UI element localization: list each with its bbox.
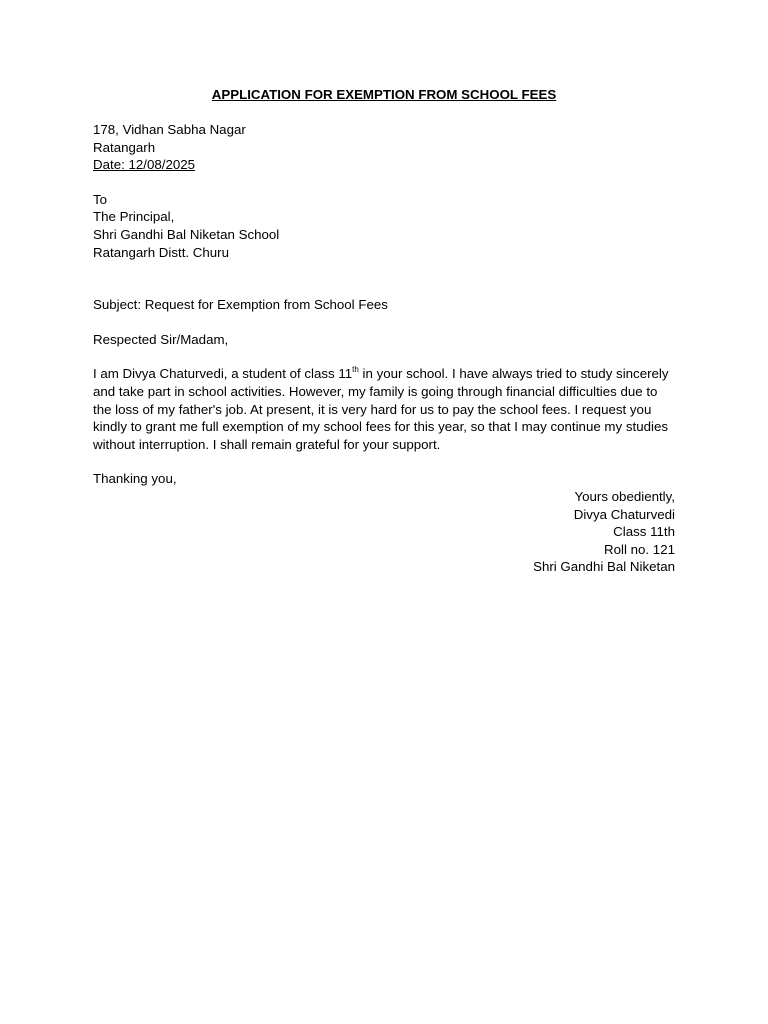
recipient-school: Shri Gandhi Bal Niketan School: [93, 226, 280, 242]
sender-address-line1: 178, Vidhan Sabha Nagar: [93, 122, 246, 137]
letter-body-part1: I am Divya Chaturvedi, a student of class 11: [93, 366, 353, 382]
recipient-location: Ratangarh Distt. Churu: [93, 244, 229, 260]
letter-closing: Thanking you,: [93, 471, 177, 487]
letter-salutation: Respected Sir/Madam,: [93, 331, 229, 347]
signature-line1: Yours obediently,: [574, 488, 675, 504]
letter-body: [93, 365, 675, 453]
signature-class: Class 11th: [613, 524, 675, 540]
signature-roll: Roll no. 121: [604, 541, 675, 557]
signature-school: Shri Gandhi Bal Niketan: [533, 559, 675, 575]
sender-address-line2: Ratangarh: [93, 139, 156, 155]
recipient-to: To: [93, 191, 108, 207]
letter-body-part2: in your school. I have always tried to study sincerely and take part in school activities. However, my family is going through financial difficulties due to the loss of my father's job. At present, it is very hard for us to pay the school fees. I request you kindly to grant me full exemption of my school fees for this year, so that I may continue my studies without interruption. I shall remain grateful for your support.: [93, 366, 669, 452]
letter-date: Date: 12/08/2025: [93, 157, 196, 173]
letter-body-superscript: th: [352, 364, 359, 374]
sender-address: [93, 121, 675, 174]
signature-name: Divya Chaturvedi: [573, 506, 675, 522]
letter-page: [93, 86, 675, 576]
recipient-address: [93, 191, 675, 261]
letter-subject: Subject: Request for Exemption from School Fees: [93, 297, 388, 313]
signature-block: [93, 488, 675, 576]
recipient-title: The Principal,: [93, 209, 175, 225]
letter-title: APPLICATION FOR EXEMPTION FROM SCHOOL FEES: [211, 87, 557, 102]
